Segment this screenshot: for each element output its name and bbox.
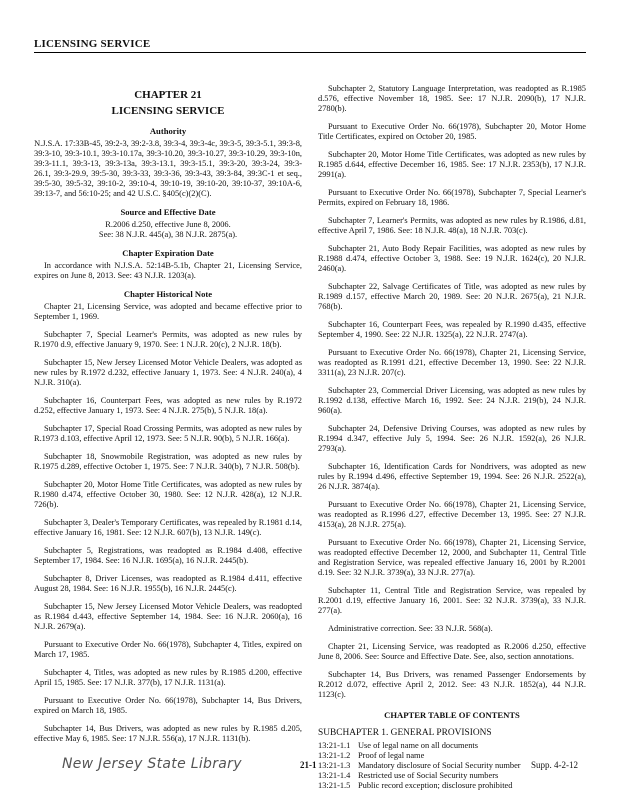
history-note: Subchapter 14, Bus Drivers, was adopted as new rules by R.1985 d.205, effective May 6, 1985. See: 17 N.J.R. 556(a), 17 N.J.R. 1131(b).: [34, 724, 302, 743]
toc-section-number: 13:21-1.1: [318, 741, 351, 750]
header-rule: [34, 52, 586, 53]
history-note: Subchapter 23, Commercial Driver Licensing, was adopted as new rules by R.1992 d.138, effective March 16, 1992. See: 24 N.J.R. 219(b), 24 N.J.R. 960(a).: [318, 386, 586, 415]
history-note: Subchapter 14, Bus Drivers, was renamed Passenger Endorsements by R.2012 d.072, effective April 2, 2012. See: 43 N.J.R. 1852(a), 44 N.J.R. 1123(c).: [318, 670, 586, 699]
history-note: Subchapter 17, Special Road Crossing Permits, was adopted as new rules by R.1973 d.103, effective April 12, 1973. See: 5 N.J.R. 90(b), 5 N.J.R. 166(a).: [34, 424, 302, 443]
toc-section-number: 13:21-1.4: [318, 771, 351, 780]
history-note: Subchapter 16, Counterpart Fees, was adopted as new rules by R.1972 d.252, effective January 1, 1973. See: 4 N.J.R. 275(b), 5 N.J.R. 18(a).: [34, 396, 302, 415]
history-note: Subchapter 18, Snowmobile Registration, was adopted as new rules by R.1975 d.289, effective October 1, 1975. See: 7 N.J.R. 340(b), 7 N.J.R. 508(b).: [34, 452, 302, 471]
history-note: Pursuant to Executive Order No. 66(1978), Subchapter 20, Motor Home Title Certificates, expired on October 20, 1985.: [318, 122, 586, 141]
running-head: LICENSING SERVICE: [34, 38, 151, 50]
history-note: Subchapter 5, Registrations, was readopted as R.1984 d.408, effective September 17, 1984. See: 16 N.J.R. 1695(a), 16 N.J.R. 2445(b).: [34, 546, 302, 565]
history-note: Subchapter 20, Motor Home Title Certificates, was adopted as new rules by R.1985 d.644, effective December 16, 1985. See: 17 N.J.R. 2353(b), 17 N.J.R. 2991(a).: [318, 150, 586, 179]
toc-entry[interactable]: [318, 781, 586, 791]
history-note: Pursuant to Executive Order No. 66(1978), Subchapter 7, Special Learner's Permits, expired on February 18, 1986.: [318, 188, 586, 207]
history-note: Pursuant to Executive Order No. 66(1978), Subchapter 14, Bus Drivers, expired on March 18, 1985.: [34, 696, 302, 715]
toc-entry[interactable]: [318, 741, 586, 751]
right-column: [318, 84, 586, 791]
history-note: Chapter 21, Licensing Service, was adopted and became effective prior to September 1, 1969.: [34, 302, 302, 321]
toc-entry[interactable]: [318, 771, 586, 781]
page-number: 21-1: [300, 760, 317, 770]
history-note: Chapter 21, Licensing Service, was readopted as R.2006 d.250, effective June 8, 2006. See: Source and Effective Date. See, also, section annotations.: [318, 642, 586, 661]
authority-text: N.J.S.A. 17:33B-45, 39:2-3, 39:2-3.8, 39:3-4, 39:3-4c, 39:3-5, 39:3-5.1, 39:3-8, 39:3-10, 39:3-10.1, 39:3-10.17a, 39:3-10.20, 39:3-10.27, 39:3-10.29, 39:3-10n, 39:3-11.1, 39:3-13, 39:3-13a, 39:3-13.1, 39:3-15.1, 39:3-20, 39:3-24, 39:3-26.1, 39:3-29.9, 39:5-30, 39:3-33, 39:3-36, 39:3-43, 39:3-84, 39:3C-1 et seq., 39:5-30, 39:5-32, 39:10-2, 39:10-4, 39:10-19, 39:10-20, 39:10-37, 39:10A-6, 39:13-7, and 56:10-25; and 42 U.S.C. §405(c)(2)(C).: [34, 139, 302, 198]
source-heading: Source and Effective Date: [120, 207, 216, 217]
history-note: Subchapter 22, Salvage Certificates of Title, was adopted as new rules by R.1989 d.157, effective March 20, 1989. See: 20 N.J.R. 2675(a), 21 N.J.R. 768(b).: [318, 282, 586, 311]
history-note: Subchapter 3, Dealer's Temporary Certificates, was repealed by R.1981 d.14, effective January 16, 1981. See: 12 N.J.R. 607(b), 13 N.J.R. 149(c).: [34, 518, 302, 537]
history-note: Subchapter 4, Titles, was adopted as new rules by R.1985 d.200, effective April 15, 1985. See: 17 N.J.R. 377(b), 17 N.J.R. 1131(a).: [34, 668, 302, 687]
history-note: Pursuant to Executive Order No. 66(1978), Chapter 21, Licensing Service, was readopted as R.1996 d.27, effective December 13, 1995. See: 27 N.J.R. 4153(a), 28 N.J.R. 275(a).: [318, 500, 586, 529]
history-note: Pursuant to Executive Order No. 66(1978), Subchapter 4, Titles, expired on March 17, 1985.: [34, 640, 302, 659]
authority-heading: Authority: [149, 126, 187, 136]
history-note: Subchapter 24, Defensive Driving Courses, was adopted as new rules by R.1994 d.347, effective July 5, 1994. See: 26 N.J.R. 1592(a), 26 N.J.R. 2793(a).: [318, 424, 586, 453]
history-note: Administrative correction. See: 33 N.J.R. 568(a).: [328, 624, 493, 633]
history-note: Subchapter 11, Central Title and Registration Service, was repealed by R.2001 d.19, effective January 16, 2001. See: 32 N.J.R. 3739(a), 33 N.J.R. 277(a).: [318, 586, 586, 615]
history-note: Pursuant to Executive Order No. 66(1978), Chapter 21, Licensing Service, was readopted effective December 12, 2000, and Subchapter 11, Central Title and Registration Service, was repealed effective January 16, 2001 by R.2001 d.19. See: 32 N.J.R. 3739(a), 33 N.J.R. 277(a).: [318, 538, 586, 577]
history-note: Subchapter 7, Learner's Permits, was adopted as new rules by R.1986, d.81, effective April 7, 1986. See: 18 N.J.R. 48(a), 18 N.J.R. 703(c).: [318, 216, 586, 235]
history-note: Subchapter 16, Counterpart Fees, was repealed by R.1990 d.435, effective September 4, 1990. See: 22 N.J.R. 1325(a), 22 N.J.R. 2747(a).: [318, 320, 586, 339]
subchapter-heading: SUBCHAPTER 1. GENERAL PROVISIONS: [318, 728, 492, 738]
toc-section-title: Proof of legal name: [358, 751, 425, 760]
source-line-1: R.2006 d.250, effective June 8, 2006.: [105, 220, 231, 229]
toc-heading: CHAPTER TABLE OF CONTENTS: [384, 710, 520, 720]
source-line-2: See: 38 N.J.R. 445(a), 38 N.J.R. 2875(a).: [98, 230, 238, 239]
history-notes: [34, 302, 302, 744]
toc-section-title: Restricted use of Social Security numbers: [358, 771, 499, 780]
history-note: Pursuant to Executive Order No. 66(1978), Chapter 21, Licensing Service, was readopted as R.1991 d.21, effective December 13, 1990. See: 22 N.J.R. 3311(a), 23 N.J.R. 207(c).: [318, 348, 586, 377]
toc-section-title: Use of legal name on all documents: [358, 741, 479, 750]
history-note: Subchapter 8, Driver Licenses, was readopted as R.1984 d.411, effective August 28, 1984. See: 16 N.J.R. 1955(b), 16 N.J.R. 2445(c).: [34, 574, 302, 593]
history-note: Subchapter 15, New Jersey Licensed Motor Vehicle Dealers, was readopted as R.1984 d.443, effective September 14, 1984. See: 16 N.J.R. 2060(a), 16 N.J.R. 2679(a).: [34, 602, 302, 631]
history-note: Subchapter 15, New Jersey Licensed Motor Vehicle Dealers, was adopted as new rules by R.1972 d.232, effective January 1, 1973. See: 4 N.J.R. 240(a), 4 N.J.R. 310(a).: [34, 358, 302, 387]
toc-section-title: Mandatory disclosure of Social Security number: [358, 761, 521, 770]
history-note: Subchapter 16, Identification Cards for Nondrivers, was adopted as new rules by R.1994 d.496, effective September 19, 1994. See: 26 N.J.R. 2522(a), 26 N.J.R. 3874(a).: [318, 462, 586, 491]
supplement-date: Supp. 4-2-12: [531, 760, 578, 770]
history-heading: Chapter Historical Note: [123, 289, 213, 299]
chapter-label: CHAPTER 21: [134, 89, 202, 101]
left-column: [34, 84, 302, 752]
library-stamp: New Jersey State Library: [62, 756, 242, 772]
expiration-text: In accordance with N.J.S.A. 52:14B-5.1b, Chapter 21, Licensing Service, expires on June 8, 2013. See: 43 N.J.R. 1203(a).: [34, 261, 302, 280]
toc-section-number: 13:21-1.2: [318, 751, 351, 760]
toc-section-number: 13:21-1.3: [318, 761, 351, 770]
history-note: Subchapter 21, Auto Body Repair Facilities, was adopted as new rules by R.1988 d.474, effective October 3, 1988. See: 19 N.J.R. 1624(c), 20 N.J.R. 2460(a).: [318, 244, 586, 273]
chapter-title: LICENSING SERVICE: [111, 105, 225, 117]
history-note: Subchapter 7, Special Learner's Permits, was adopted as new rules by R.1970 d.9, effective January 9, 1970. See: 1 N.J.R. 20(c), 2 N.J.R. 18(b).: [34, 330, 302, 349]
history-notes-continued: [318, 84, 586, 700]
toc-section-title: Public record exception; disclosure prohibited: [358, 781, 513, 790]
history-note: Subchapter 2, Statutory Language Interpretation, was readopted as R.1985 d.576, effective November 18, 1985. See: 17 N.J.R. 2090(b), 17 N.J.R. 2780(b).: [318, 84, 586, 113]
history-note: Subchapter 20, Motor Home Title Certificates, was adopted as new rules by R.1980 d.474, effective October 30, 1980. See: 12 N.J.R. 428(a), 12 N.J.R. 726(b).: [34, 480, 302, 509]
expiration-heading: Chapter Expiration Date: [122, 248, 214, 258]
toc-section-number: 13:21-1.5: [318, 781, 351, 790]
